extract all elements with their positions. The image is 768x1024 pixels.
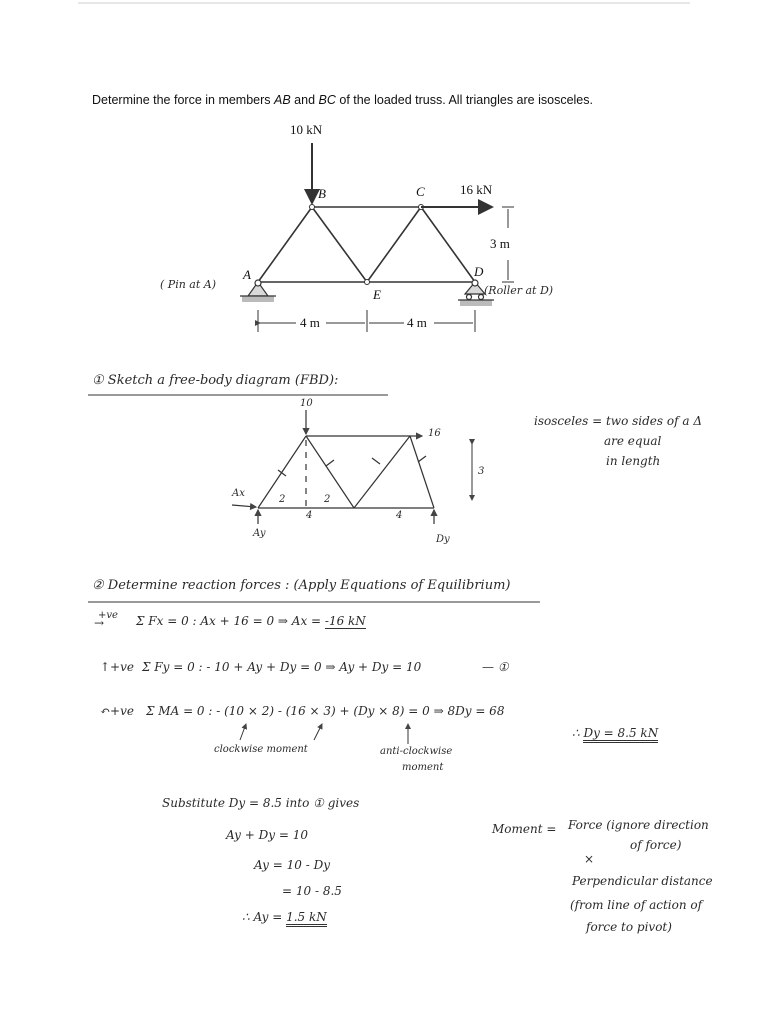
isosceles-note-line1: isosceles = two sides of a Δ xyxy=(534,414,702,428)
fx-equation xyxy=(136,614,366,628)
load-label-16kn: 16 kN xyxy=(460,182,493,197)
pin-note: ( Pin at A) xyxy=(160,278,216,291)
step2-heading: ② Determine reaction forces : (Apply Equations of Equilibrium) xyxy=(92,578,511,593)
moment-note-line-2: Force (ignore direction xyxy=(568,818,709,832)
moment-note-line-7: force to pivot) xyxy=(586,920,672,934)
fbd-label-ay: Ay xyxy=(253,528,266,539)
joint-label-e: E xyxy=(373,287,381,302)
span-label-2: 4 m xyxy=(407,315,427,330)
member-ab-line xyxy=(258,207,312,282)
moment-note-line-5: Perpendicular distance xyxy=(572,874,713,888)
moment-note-label: Moment = xyxy=(492,822,557,836)
joint-label-c: C xyxy=(416,184,425,199)
moment-note-line-3: of force) xyxy=(630,838,682,852)
fbd-label-2b: 2 xyxy=(324,494,331,505)
moment-result-prefix: ∴ xyxy=(572,726,584,740)
fbd-label-4b: 4 xyxy=(396,510,403,521)
anticlockwise-note-1: anti-clockwise xyxy=(380,746,453,757)
fbd-ax-arrow xyxy=(232,505,256,507)
anticlockwise-note-2: moment xyxy=(402,762,444,773)
fbd-label-ax: Ax xyxy=(232,488,245,499)
fbd-label-3: 3 xyxy=(478,466,485,477)
fy-direction: ↑+ve xyxy=(100,660,134,674)
load-label-10kn: 10 kN xyxy=(290,122,323,137)
ay-result: 1.5 kN xyxy=(286,910,327,927)
fx-result: -16 kN xyxy=(324,614,366,628)
fy-equation: Σ Fy = 0 : - 10 + Ay + Dy = 0 ⇒ Ay + Dy = 10 xyxy=(142,660,422,674)
member-bc: BC xyxy=(318,93,336,107)
member-be-line xyxy=(312,207,367,282)
fx-equation-text: Σ Fx = 0 : Ax + 16 = 0 ⇒ Ax = xyxy=(136,614,325,628)
moment-direction: ↶+ve xyxy=(100,704,134,718)
moment-note-line-6: (from line of action of xyxy=(570,898,703,912)
moment-result xyxy=(572,726,658,740)
member-ab: AB xyxy=(274,93,291,107)
member-cd-line xyxy=(421,207,475,282)
isosceles-note-line3: in length xyxy=(606,454,661,468)
pin-support-icon xyxy=(240,280,276,302)
joint-label-a: A xyxy=(243,267,251,282)
truss-members xyxy=(258,207,475,282)
clockwise-note: clockwise moment xyxy=(214,744,308,755)
roller-note: (Roller at D) xyxy=(484,284,554,297)
fbd-label-2a: 2 xyxy=(279,494,286,505)
problem-mid: and xyxy=(290,93,319,107)
fbd-label-dy: Dy xyxy=(436,534,450,545)
fbd-label-10: 10 xyxy=(300,398,313,409)
fx-direction-arrow: → xyxy=(94,616,105,630)
subst-line-3: = 10 - 8.5 xyxy=(282,884,342,898)
joint-label-d: D xyxy=(474,264,484,279)
problem-suffix: of the loaded truss. All triangles are isosceles. xyxy=(335,93,593,107)
fbd-label-4a: 4 xyxy=(306,510,313,521)
fy-equation-tag: — ① xyxy=(482,660,509,674)
moment-note-times: × xyxy=(584,852,595,866)
moment-equation: Σ MA = 0 : - (10 × 2) - (16 × 3) + (Dy × 8) = 0 ⇒ 8Dy = 68 xyxy=(146,704,505,718)
span-label-1: 4 m xyxy=(300,315,320,330)
member-ce-line xyxy=(367,207,421,282)
subst-line-4-prefix: ∴ Ay = xyxy=(242,910,287,924)
subst-heading: Substitute Dy = 8.5 into ① gives xyxy=(162,796,360,810)
subst-line-4 xyxy=(242,910,327,924)
fbd-label-16: 16 xyxy=(428,428,441,439)
isosceles-note-line2: are equal xyxy=(604,434,662,448)
step1-heading: ① Sketch a free-body diagram (FBD): xyxy=(92,373,339,388)
problem-prefix: Determine the force in members xyxy=(92,93,275,107)
dy-result: Dy = 8.5 kN xyxy=(583,726,658,743)
joint-label-b: B xyxy=(318,186,326,201)
height-label: 3 m xyxy=(490,236,510,251)
fx-direction: +ve xyxy=(98,610,118,621)
subst-line-1: Ay + Dy = 10 xyxy=(226,828,308,842)
subst-line-2: Ay = 10 - Dy xyxy=(254,858,330,872)
